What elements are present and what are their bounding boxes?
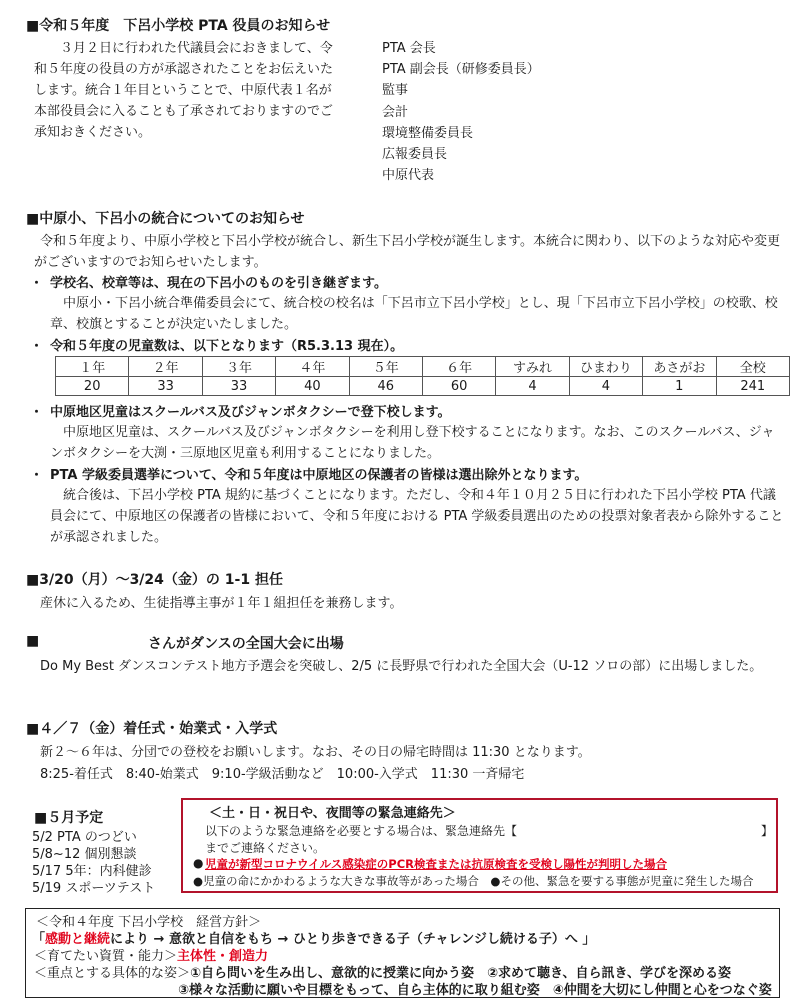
table-header-cell: あさがお <box>643 357 716 377</box>
list-item: 5/17 5年：内科健診 <box>32 864 152 879</box>
emergency-bullet: ● <box>193 856 204 870</box>
table-cell: 20 <box>56 377 129 396</box>
dance-heading-mark: ■ <box>26 633 40 649</box>
officer-role: 環境整備委員長 <box>382 125 474 141</box>
motto-rest: により → 意欲と自信をもち → ひとり歩きできる子（チャレンジし続ける子）へ 」 <box>110 932 596 947</box>
dance-text: Do My Best ダンスコンテスト地方予選会を突破し、2/5 に長野県で行われた全国大会（U-12 ソロの部）に出場しました。 <box>40 659 763 674</box>
officer-role: 会計 <box>382 104 409 120</box>
officers-paragraph: ３月２日に行われた代議員会におきまして、令和５年度の役員の方が承認されたことをお伝えいたします。統合１年目ということで、中原代表１名が本部役員会に入ることも了承されておりますのでご承知おきください。 <box>34 41 334 140</box>
table-header-cell: ４年 <box>276 357 349 377</box>
table-cell: 46 <box>349 377 422 396</box>
table-cell: 1 <box>643 377 716 396</box>
officer-role: 監事 <box>382 83 409 99</box>
emergency-item-other: ●児童の命にかかわるような大きな事故等があった場合 ●その他、緊急を要する事態が児童に発生した場合 <box>193 874 754 888</box>
goals-label: ＜重点とする具体的な姿＞ <box>34 966 191 981</box>
motto-open: 「 <box>32 932 46 947</box>
goals-text1: ①自ら問いを生み出し、意欲的に授業に向かう姿 ②求めて聴き、自ら訊き、学びを深める姿 <box>190 966 731 981</box>
table-header-cell: ３年 <box>202 357 275 377</box>
ceremony-text: 新２～６年は、分団での登校をお願いします。なお、その日の帰宅時間は 11:30 となります。 <box>40 745 591 760</box>
goals-text2: ③様々な活動に願いや目標をもって、自ら主体的に取り組む姿 ④仲間を大切にし仲間と心をつなぐ姿 <box>178 983 772 998</box>
list-item: 5/19 スポーツテスト <box>32 881 156 896</box>
bullet-mark: ・ <box>30 468 44 483</box>
officer-role: 中原代表 <box>382 168 435 184</box>
ceremony-schedule: 8:25-着任式 8:40-始業式 9:10-学級活動など 10:00-入学式 11:30 一斉帰宅 <box>40 767 525 782</box>
table-cell: 241 <box>716 377 789 396</box>
homeroom-heading: ■3/20（月）～3/24（金）の 1-1 担任 <box>26 572 283 588</box>
bus-title: 中原地区児童はスクールバス及びジャンボタクシーで登下校します。 <box>50 405 451 420</box>
school-name-title: 学校名、校章等は、現在の下呂小のものを引き継ぎます。 <box>50 276 387 291</box>
policy-title: ＜令和４年度 下呂小学校 経営方針＞ <box>36 915 262 930</box>
homeroom-text: 産休に入るため、生徒指導主事が１年１組担任を兼務します。 <box>40 596 403 611</box>
bullet-mark: ・ <box>30 405 44 420</box>
dance-heading: さんがダンスの全国大会に出場 <box>148 636 344 652</box>
table-cell: 33 <box>202 377 275 396</box>
table-cell: 33 <box>129 377 202 396</box>
emergency-title: ＜土・日・祝日や、夜間等の緊急連絡先＞ <box>209 806 456 821</box>
motto-highlight: 感動と継続 <box>45 932 111 947</box>
table-header-cell: ６年 <box>422 357 495 377</box>
school-name-text: 中原小・下呂小統合準備委員会にて、統合校の校名は「下呂市立下呂小学校」とし、現「下呂市立下呂小学校」の校歌、校章、校旗とすることが決定いたしました。 <box>50 296 778 332</box>
officer-role: 広報委員長 <box>382 147 448 163</box>
school-policy-box <box>25 908 780 998</box>
qualities-value: 主体性・創造力 <box>177 949 269 964</box>
student-count-title: 令和５年度の児童数は、以下となります（R5.3.13 現在）。 <box>50 339 404 354</box>
officer-role: PTA 副会長（研修委員長） <box>382 62 540 78</box>
table-cell: 60 <box>422 377 495 396</box>
table-header-cell: すみれ <box>496 357 569 377</box>
emergency-contact-box <box>181 798 778 893</box>
list-item: 5/2 PTA のつどい <box>32 830 137 845</box>
table-header-cell: ５年 <box>349 357 422 377</box>
election-title: PTA 学級委員選挙について、令和５年度は中原地区の保護者の皆様は選出除外となります。 <box>50 468 588 483</box>
table-cell: 4 <box>569 377 642 396</box>
student-count-table <box>55 356 790 396</box>
election-text: 統合後は、下呂小学校 PTA 規約に基づくことになります。ただし、令和４年１０月２５日に行われた下呂小学校 PTA 代議員会にて、中原地区の保護者の皆様において、令和５年度における PTA 学級委員選出のための投票対象者表から除外することが承認されました。 <box>50 488 784 545</box>
emergency-line1: 以下のような緊急連絡を必要とする場合は、緊急連絡先【 <box>205 824 518 838</box>
bus-text: 中原地区児童は、スクールバス及びジャンボタクシーを利用し登下校することになります。なお、このスクールバス、ジャンボタクシーを大渕・三原地区児童も利用することになりました。 <box>50 425 775 461</box>
table-row <box>56 377 790 396</box>
may-list <box>32 829 155 897</box>
emergency-line2: までご連絡ください。 <box>205 841 326 855</box>
merger-intro: 令和５年度より、中原小学校と下呂小学校が統合し、新生下呂小学校が誕生します。本統合に関わり、以下のような対応や変更がございますのでお知らせいたします。 <box>34 234 780 270</box>
table-header-cell: ひまわり <box>569 357 642 377</box>
officer-role-list <box>382 38 540 186</box>
table-header-row <box>56 357 790 377</box>
merger-heading: ■中原小、下呂小の統合についてのお知らせ <box>26 211 305 227</box>
table-header-cell: 全校 <box>716 357 789 377</box>
bullet-mark: ・ <box>30 339 44 354</box>
emergency-item-covid: 児童が新型コロナウイルス感染症のPCR検査または抗原検査を受検し陽性が判明した場合 <box>205 857 668 871</box>
may-heading: ■５月予定 <box>34 810 104 826</box>
table-header-cell: １年 <box>56 357 129 377</box>
table-cell: 40 <box>276 377 349 396</box>
ceremony-heading: ■４／７（金）着任式・始業式・入学式 <box>26 721 278 737</box>
list-item: 5/8~12 個別懇談 <box>32 847 137 862</box>
table-header-cell: ２年 <box>129 357 202 377</box>
bullet-mark: ・ <box>30 276 44 291</box>
emergency-bracket-close: 】 <box>761 824 774 838</box>
officer-role: PTA 会長 <box>382 41 436 56</box>
table-cell: 4 <box>496 377 569 396</box>
officers-heading: ■令和５年度 下呂小学校 PTA 役員のお知らせ <box>26 18 331 34</box>
qualities-label: ＜育てたい資質・能力＞ <box>34 949 178 964</box>
